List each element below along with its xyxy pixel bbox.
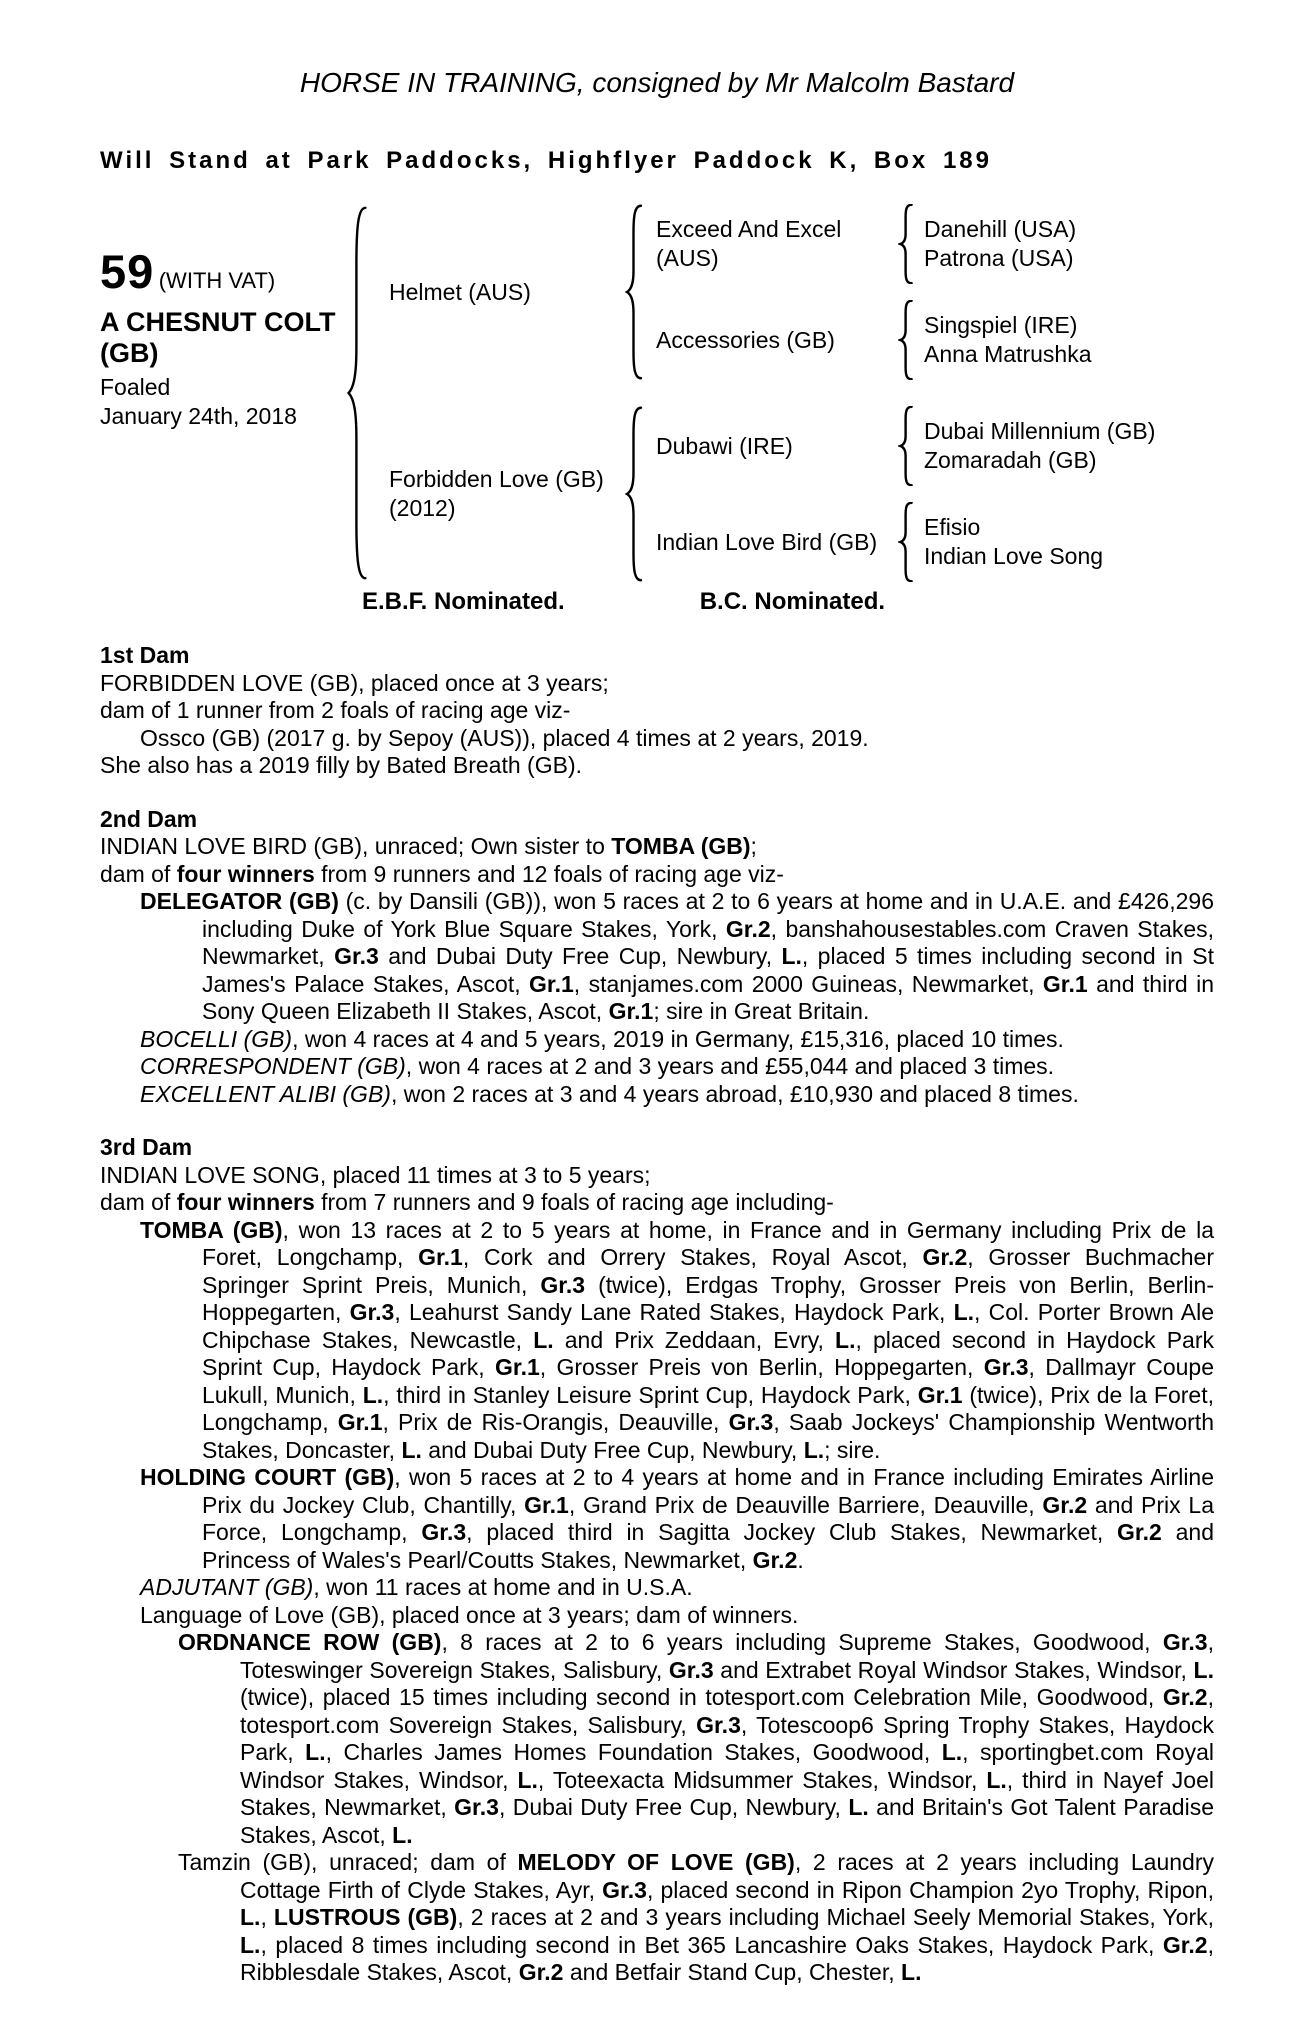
pedigree-paragraph: EXCELLENT ALIBI (GB), won 2 races at 3 and 4 years abroad, £10,930 and placed 8 times.: [140, 1080, 1079, 1107]
grandparent-row: [656, 204, 1214, 284]
stand-location: Will Stand at Park Paddocks, Highflyer Paddock K, Box 189: [100, 147, 992, 174]
dam-dam-name: Indian Love Bird (GB): [656, 528, 878, 555]
dam-dam-dam-name: Indian Love Song: [924, 543, 1104, 569]
dam-section: [100, 806, 1214, 1109]
nominations-line: [362, 588, 1214, 616]
dam-section: [100, 1134, 1214, 1987]
sire-sire-name: Exceed And Excel (AUS): [656, 216, 842, 271]
sire-name: Helmet (AUS): [389, 278, 531, 305]
dam-section: [100, 642, 1214, 780]
horse-description: A CHESNUT COLT (GB): [100, 307, 336, 368]
pedigree-paragraph: dam of 1 runner from 2 foals of racing age viz-: [100, 697, 571, 723]
dam-heading: 3rd Dam: [100, 1134, 193, 1160]
dam-heading: 1st Dam: [100, 642, 190, 668]
vat-note: (WITH VAT): [158, 268, 276, 293]
dam-sire-dam-name: Zomaradah (GB): [924, 447, 1097, 473]
ebf-nomination: E.B.F. Nominated.: [362, 588, 565, 615]
brace-icon: [898, 204, 914, 284]
brace-icon: [624, 204, 644, 380]
sire-sire-dam-name: Patrona (USA): [924, 245, 1074, 271]
pedigree-paragraph: dam of four winners from 9 runners and 12 foals of racing age viz-: [100, 860, 784, 887]
pedigree-paragraph: CORRESPONDENT (GB), won 4 races at 2 and 3 years and £55,044 and placed 3 times.: [140, 1053, 1055, 1079]
brace-icon: [898, 502, 914, 582]
pedigree-paragraph: She also has a 2019 filly by Bated Breath (GB).: [100, 752, 582, 778]
brace-icon: [624, 406, 644, 582]
pedigree-paragraph: ADJUTANT (GB), won 11 races at home and in U.S.A.: [140, 1574, 693, 1600]
brace-icon: [898, 406, 914, 486]
grandparent-row: [656, 300, 1214, 380]
pedigree-paragraph: FORBIDDEN LOVE (GB), placed once at 3 years;: [100, 669, 609, 696]
pedigree-paragraph: DELEGATOR (GB) (c. by Dansili (GB)), won 5 races at 2 to 6 years at home and in U.A.E. and £426,296 including Duke of York Blue Square Stakes, York, Gr.2, banshahousestables.com Craven Stakes, Newmarket, Gr.3 and Dubai Duty Free Cup, Newbury, L., placed 5 times including second in St James's Palace Stakes, Ascot, Gr.1, stanjames.com 2000 Guineas, Newmarket, Gr.1 and third in Sony Queen Elizabeth II Stakes, Ascot, Gr.1; sire in Great Britain.: [140, 888, 1215, 1024]
pedigree-paragraph: BOCELLI (GB), won 4 races at 4 and 5 years, 2019 in Germany, £15,316, placed 10 times.: [140, 1025, 1064, 1052]
pedigree-paragraph: HOLDING COURT (GB), won 5 races at 2 to 4 years at home and in France including Emirates Airline Prix du Jockey Club, Chantilly, Gr.1, Grand Prix de Deauville Barriere, Deauville, Gr.2 and Prix La Force, Longchamp, Gr.3, placed third in Sagitta Jockey Club Stakes, Newmarket, Gr.2 and Princess of Wales's Pearl/Coutts Stakes, Newmarket, Gr.2.: [140, 1464, 1215, 1573]
brace-icon: [345, 204, 369, 582]
pedigree-paragraph: INDIAN LOVE SONG, placed 11 times at 3 to 5 years;: [100, 1161, 651, 1188]
pedigree-tree: [345, 204, 1214, 582]
dam-sire-name: Dubawi (IRE): [656, 432, 793, 459]
sire-dam-name: Accessories (GB): [656, 326, 835, 353]
pedigree-paragraph: Tamzin (GB), unraced; dam of MELODY OF LOVE (GB), 2 races at 2 years including Laundry Cottage Firth of Clyde Stakes, Ayr, Gr.3, placed second in Ripon Champion 2yo Trophy, Ripon, L., LUSTROUS (GB), 2 races at 2 and 3 years including Michael Seely Memorial Stakes, York, L., placed 8 times including second in Bet 365 Lancashire Oaks Stakes, Haydock Park, Gr.2, Ribblesdale Stakes, Ascot, Gr.2 and Betfair Stand Cup, Chester, L.: [178, 1849, 1214, 1985]
pedigree-block: [100, 204, 1214, 582]
sire-dam-dam-name: Anna Matrushka: [924, 341, 1092, 367]
pedigree-paragraph: INDIAN LOVE BIRD (GB), unraced; Own sister to TOMBA (GB);: [100, 833, 757, 859]
lot-line: [100, 244, 345, 299]
brace-icon: [898, 300, 914, 380]
pedigree-paragraph: Ossco (GB) (2017 g. by Sepoy (AUS)), placed 4 times at 2 years, 2019.: [140, 724, 869, 751]
pedigree-paragraph: dam of four winners from 7 runners and 9 foals of racing age including-: [100, 1189, 834, 1215]
dam-dam-sire-name: Efisio: [924, 514, 981, 540]
bc-nomination: B.C. Nominated.: [699, 588, 886, 615]
consignor-title: HORSE IN TRAINING, consigned by Mr Malcolm Bastard: [299, 67, 1015, 98]
dam-sections: [100, 642, 1214, 1987]
pedigree-paragraph: ORDNANCE ROW (GB), 8 races at 2 to 6 years including Supreme Stakes, Goodwood, Gr.3, Toteswinger Sovereign Stakes, Salisbury, Gr.3 and Extrabet Royal Windsor Stakes, Windsor, L. (twice), placed 15 times including second in totesport.com Celebration Mile, Goodwood, Gr.2, totesport.com Sovereign Stakes, Salisbury, Gr.3, Totescoop6 Spring Trophy Stakes, Haydock Park, L., Charles James Homes Foundation Stakes, Goodwood, L., sportingbet.com Royal Windsor Stakes, Windsor, L., Toteexacta Midsummer Stakes, Windsor, L., third in Nayef Joel Stakes, Newmarket, Gr.3, Dubai Duty Free Cup, Newbury, L. and Britain's Got Talent Paradise Stakes, Ascot, L.: [178, 1629, 1215, 1848]
foaled-date: January 24th, 2018: [100, 403, 297, 429]
grandparent-row: [656, 406, 1214, 486]
sire-sire-sire-name: Danehill (USA): [924, 216, 1077, 242]
lot-info: [100, 204, 345, 582]
grandparent-row: [656, 502, 1214, 582]
dam-name: Forbidden Love (GB) (2012): [389, 466, 604, 521]
dam-sire-sire-name: Dubai Millennium (GB): [924, 418, 1156, 444]
pedigree-paragraph: Language of Love (GB), placed once at 3 years; dam of winners.: [140, 1601, 799, 1628]
dam-family: [389, 406, 1214, 582]
dam-heading: 2nd Dam: [100, 805, 198, 832]
sire-family: [389, 204, 1214, 380]
lot-number: 59: [100, 245, 155, 298]
foaled-label: Foaled: [100, 374, 171, 400]
sire-dam-sire-name: Singspiel (IRE): [924, 312, 1078, 338]
pedigree-paragraph: TOMBA (GB), won 13 races at 2 to 5 years at home, in France and in Germany including Prix de la Foret, Longchamp, Gr.1, Cork and Orrery Stakes, Royal Ascot, Gr.2, Grosser Buchmacher Springer Sprint Preis, Munich, Gr.3 (twice), Erdgas Trophy, Grosser Preis von Berlin, Berlin-Hoppegarten, Gr.3, Leahurst Sandy Lane Rated Stakes, Haydock Park, L., Col. Porter Brown Ale Chipchase Stakes, Newcastle, L. and Prix Zeddaan, Evry, L., placed second in Haydock Park Sprint Cup, Haydock Park, Gr.1, Grosser Preis von Berlin, Hoppegarten, Gr.3, Dallmayr Coupe Lukull, Munich, L., third in Stanley Leisure Sprint Cup, Haydock Park, Gr.1 (twice), Prix de la Foret, Longchamp, Gr.1, Prix de Ris-Orangis, Deauville, Gr.3, Saab Jockeys' Championship Wentworth Stakes, Doncaster, L. and Dubai Duty Free Cup, Newbury, L.; sire.: [140, 1216, 1214, 1463]
